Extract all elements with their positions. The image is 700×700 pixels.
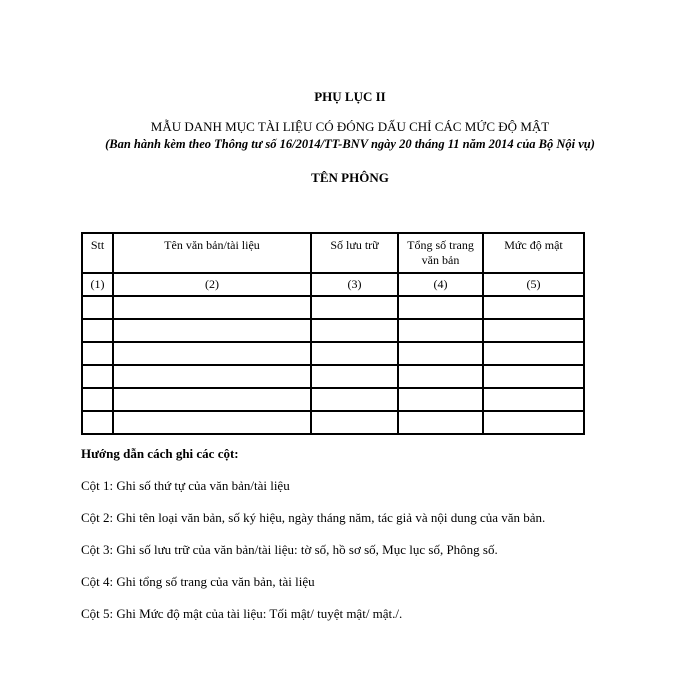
- table-row: [82, 365, 584, 388]
- guide-line-column-4: Cột 4: Ghi tổng số trang của văn bản, tài liệu: [81, 574, 315, 589]
- table-row: [82, 296, 584, 319]
- column-number-2: (2): [113, 273, 311, 296]
- column-header-secrecy-level: Mức độ mật: [483, 233, 584, 273]
- table-row: [82, 342, 584, 365]
- column-number-4: (4): [398, 273, 483, 296]
- guide-title: Hướng dẫn cách ghi các cột:: [81, 446, 239, 461]
- table-row: [82, 319, 584, 342]
- column-number-1: (1): [82, 273, 113, 296]
- column-number-3: (3): [311, 273, 398, 296]
- form-subtitle: (Ban hành kèm theo Thông tư số 16/2014/TT-BNV ngày 20 tháng 11 năm 2014 của Bộ Nội vụ): [105, 137, 595, 151]
- guide-line-column-3: Cột 3: Ghi số lưu trữ của văn bản/tài liệu: tờ số, hồ sơ số, Mục lục số, Phông số.: [81, 542, 498, 557]
- column-number-5: (5): [483, 273, 584, 296]
- table-row: [82, 388, 584, 411]
- appendix-title: PHỤ LỤC II: [314, 89, 386, 104]
- column-number-row: [82, 273, 584, 296]
- table-header-row: [82, 233, 584, 273]
- column-header-stt: Stt: [82, 233, 113, 273]
- guide-line-column-1: Cột 1: Ghi số thứ tự của văn bản/tài liệu: [81, 478, 290, 493]
- column-header-archive-number: Số lưu trữ: [311, 233, 398, 273]
- form-title: MẪU DANH MỤC TÀI LIỆU CÓ ĐÓNG DẤU CHỈ CÁC MỨC ĐỘ MẬT: [150, 119, 550, 134]
- catalog-table: [81, 232, 585, 435]
- column-header-document-name: Tên văn bản/tài liệu: [113, 233, 311, 273]
- guide-line-column-5: Cột 5: Ghi Mức độ mật của tài liệu: Tối mật/ tuyệt mật/ mật./.: [81, 606, 403, 621]
- column-header-total-pages: Tổng số trang văn bản: [398, 233, 483, 273]
- fonds-title: TÊN PHÔNG: [311, 170, 389, 185]
- table-row: [82, 411, 584, 434]
- guide-line-column-2: Cột 2: Ghi tên loại văn bản, số ký hiệu, ngày tháng năm, tác giả và nội dung của văn bản.: [81, 510, 546, 525]
